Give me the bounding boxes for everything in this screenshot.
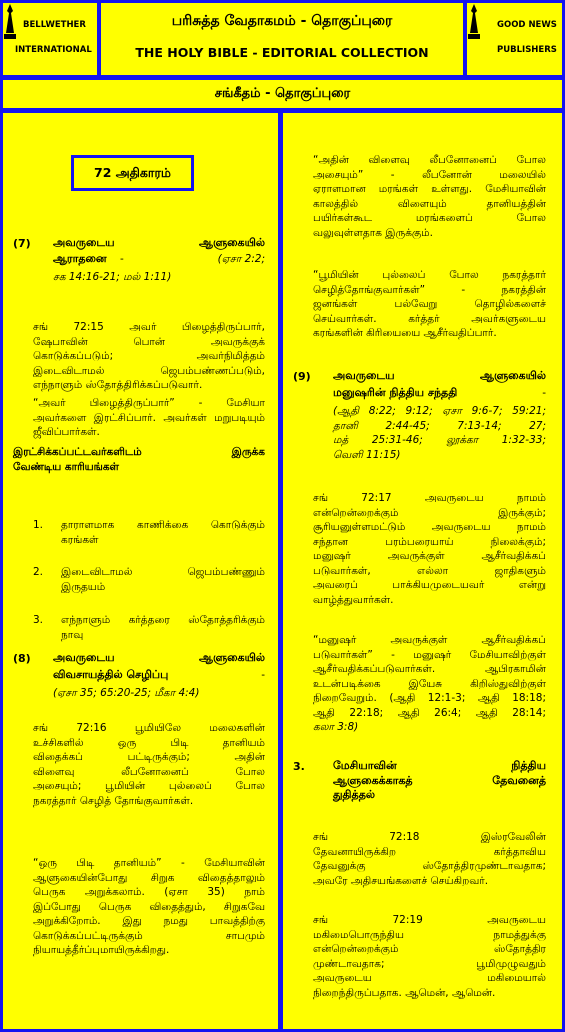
- scripture-reference: சக 14:16-21; மல் 1:11): [53, 271, 172, 283]
- section-number: (7): [13, 237, 31, 250]
- section-number: 3.: [293, 760, 305, 773]
- scripture-reference: (ஆதி 8:22; 9:12; ஏசா 9:6-7; 59:21; தானி 2:44-45; 7:13-14; 27; மத் 25:31-46; லூக்கா 1:32-33; வெளி 11:15): [333, 405, 546, 461]
- right-column: [283, 113, 562, 1029]
- section-heading-line2: ஆராதனை - (ஏசா 2:2;: [53, 252, 265, 265]
- verse-paragraph: சங் 72:15 அவர் பிழைத்திருப்பார், ஷேபாவின் பொன் அவருக்குக் கொடுக்கப்படும்; அவர்நிமித்தம் இடைவிடாமல் ஜெபம்பண்ணப்படும், எந்நாளும் ஸ்தோத்திரிக்கப்படுவார்.: [33, 321, 265, 391]
- page-header: [101, 3, 463, 75]
- bishop-icon: [3, 3, 17, 43]
- verse-paragraph: சங் 72:18 இஸ்ரவேலின் தேவனாயிருக்கிற கர்த்தாவிய தேவனுக்கு ஸ்தோத்திரமுண்டாவதாக; அவரே அதிசயங்களைச் செய்கிறவர்.: [313, 831, 546, 887]
- title-english: THE HOLY BIBLE - EDITORIAL COLLECTION: [135, 45, 429, 60]
- subheading: இரட்சிக்கப்பட்டவர்களிடம் இருக்க வேண்டிய காரியங்கள்: [13, 446, 265, 473]
- commentary-paragraph: “ஒரு பிடி தானியம்” - மேசியாவின் ஆளுகையின்போது சிறுக விதைத்தாலும் பெருக அறுக்கலாம். (ஏசா 35) நாம் இப்போது பெருக விதைத்தும், சிறுகவே அறுக்கிறோம். இது நமது பாவத்திற்கு கொடுக்கப்பட்டிருக்கும் சாபமும் நியாயத்தீர்ப்புமாயிருக்கிறது.: [33, 857, 265, 956]
- bishop-icon: [467, 3, 481, 43]
- commentary-paragraph: “பூமியின் புல்லைப் போல நகரத்தார் செழித்தோங்குவார்கள்” - நகரத்தின் ஜனங்கள் பல்வேறு தொழில்களைச் செய்வார்கள். கர்த்தர் அவர்களுடைய கரங்களின் கிரியையை ஆசீர்வதிப்பார்.: [313, 269, 546, 339]
- section-heading: மேசியாவின் நித்திய ஆளுகைக்காகத் தேவனைத் துதித்தல்: [333, 759, 546, 801]
- commentary-paragraph: “மனுஷர் அவருக்குள் ஆசீர்வதிக்கப் படுவார்கள்” - மனுஷர் மேசியாவிற்குள் ஆசீர்வதிக்கப்படுவார்கள். ஆபிரகாமின் உடன்படிக்கை இயேசு கிறிஸ்துவிற்குள் நிறைவேறும். (ஆதி 12:1-3; ஆதி 18:18; ஆதி 22:18; ஆதி 26:4; ஆதி 28:14; கலா 3:8): [313, 634, 546, 733]
- commentary-paragraph: “அவர் பிழைத்திருப்பார்” - மேசியா அவர்களை இரட்சிப்பார். அவர்கள் மறுபடியும் ஜீவிப்பார்கள்.: [33, 397, 265, 438]
- section-heading-line2: மனுஷரின் நித்திய சந்ததி -: [333, 386, 546, 399]
- logo-line-2: PUBLISHERS: [497, 45, 557, 55]
- scripture-reference: (ஏசா 35; 65:20-25; மீகா 4:4): [53, 687, 200, 699]
- commentary-paragraph: “அதின் விளைவு லீபனோனைப் போல அசையும்” - லீபனோன் மலையில் ஏராளமான மரங்கள் உள்ளது. மேசியாவின் காலத்தில் விளையும் தானியத்தின் பயிர்கள்கூட மரங்களைப் போல வலுவுள்ளதாக இருக்கும்.: [313, 154, 546, 239]
- logo-line-1: GOOD NEWS: [497, 20, 557, 30]
- chapter-heading: 72 அதிகாரம்: [71, 155, 194, 191]
- list-item: 1. தாராளமாக காணிக்கை கொடுக்கும் கரங்கள்: [33, 519, 265, 546]
- section-heading: அவருடைய ஆளுகையில்: [333, 369, 546, 382]
- logo-line-2: INTERNATIONAL: [15, 45, 92, 55]
- section-heading: அவருடைய ஆளுகையில்: [53, 236, 265, 249]
- section-number: (8): [13, 652, 31, 665]
- left-column: [3, 113, 278, 1029]
- verse-paragraph: சங் 72:17 அவருடைய நாமம் என்றென்றைக்கும் இருக்கும்; சூரியனுள்ளமட்டும் அவருடைய நாமம் சந்தான பரம்பரையாய் நிலைக்கும்; மனுஷர் அவருக்குள் ஆசீர்வதிக்கப் படுவார்கள், எல்லா ஜாதிகளும் அவரைப் பாக்கியமுடையவர் என்று வாழ்த்துவார்கள்.: [313, 492, 546, 606]
- list-item: 2. இடைவிடாமல் ஜெபம்பண்ணும் இருதயம்: [33, 566, 265, 593]
- list-item: 3. எந்நாளும் கர்த்தரை ஸ்தோத்தரிக்கும் நாவு: [33, 614, 265, 641]
- section-heading: அவருடைய ஆளுகையில்: [53, 651, 265, 664]
- section-number: (9): [293, 370, 311, 383]
- verse-paragraph: சங் 72:16 பூமியிலே மலைகளின் உச்சிகளில் ஒரு பிடி தானியம் விதைக்கப் பட்டிருக்கும்; அதின் விளைவு லீபனோனைப் போல அசையும்; பூமியின் புல்லைப் போல நகரத்தார் செழித் தோங்குவார்கள்.: [33, 722, 265, 807]
- title-tamil: பரிசுத்த வேதாகமம் - தொகுப்புரை: [171, 13, 393, 29]
- publisher-logo-left: [3, 3, 97, 75]
- logo-line-1: BELLWETHER: [23, 20, 86, 30]
- page-subtitle: சங்கீதம் - தொகுப்புரை: [3, 80, 562, 108]
- verse-paragraph: சங் 72:19 அவருடைய மகிமைபொருந்திய நாமத்துக்கு என்றென்றைக்கும் ஸ்தோத்திர முண்டாவதாக; பூமிமுழுவதும் அவருடைய மகிமையால் நிறைந்திருப்பதாக. ஆமென், ஆமென்.: [313, 914, 546, 999]
- section-heading-line2: விவசாயத்தில் செழிப்பு -: [53, 668, 265, 681]
- publisher-logo-right: [467, 3, 562, 75]
